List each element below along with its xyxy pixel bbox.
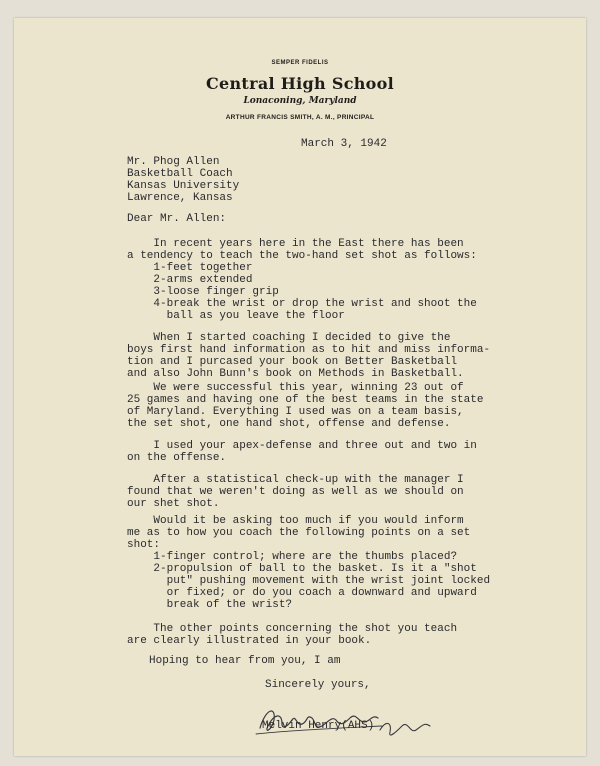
body-paragraph-set-shot: In recent years here in the East there has been a tendency to teach the two-hand set shot as follows: 1-feet together 2-arms extended 3-loose finger grip 4-break the wrist or drop the wrist and shoot the ball as you leave the floor — [127, 238, 477, 322]
letterhead-location: Lonaconing, Maryland — [243, 96, 357, 106]
body-paragraph-defense: I used your apex-defense and three out and two in on the offense. — [127, 440, 477, 464]
salutation: Dear Mr. Allen: — [127, 213, 227, 225]
signer-name: Melvin Henry(AHS) — [262, 720, 375, 732]
letter-date: March 3, 1942 — [301, 138, 387, 150]
signoff: Sincerely yours, — [265, 679, 371, 691]
body-paragraph-questions: Would it be asking too much if you would inform me as to how you coach the following points on a set shot: 1-finger control; where are the thumbs placed? 2-propulsion of ball to the basket. Is it a "shot put" pushing movement with the wrist joint locked or fixed; or do you coach a downward and upward break of the wrist? — [127, 515, 491, 611]
body-paragraph-season: We were successful this year, winning 23 out of 25 games and having one of the best teams in the state of Maryland. Everything I used was on a team basis, the set shot, one hand shot, offense and defense. — [127, 382, 484, 430]
letterhead-motto: SEMPER FIDELIS — [271, 60, 329, 66]
letterhead-school-name: Central High School — [205, 74, 395, 93]
closing-line: Hoping to hear from you, I am — [149, 655, 341, 667]
recipient-address: Mr. Phog Allen Basketball Coach Kansas University Lawrence, Kansas — [127, 156, 240, 204]
letterhead-principal: ARTHUR FRANCIS SMITH, A. M., PRINCIPAL — [225, 114, 375, 121]
body-paragraph-book: The other points concerning the shot you teach are clearly illustrated in your book. — [127, 623, 458, 647]
body-paragraph-statistics: After a statistical check-up with the manager I found that we weren't doing as well as we should on our shet shot. — [127, 474, 464, 510]
body-paragraph-coaching: When I started coaching I decided to give the boys first hand information as to hit and miss informa- tion and I purcased your book on Better Basketball and also John Bunn's book on Methods in Basketball. — [127, 332, 491, 380]
